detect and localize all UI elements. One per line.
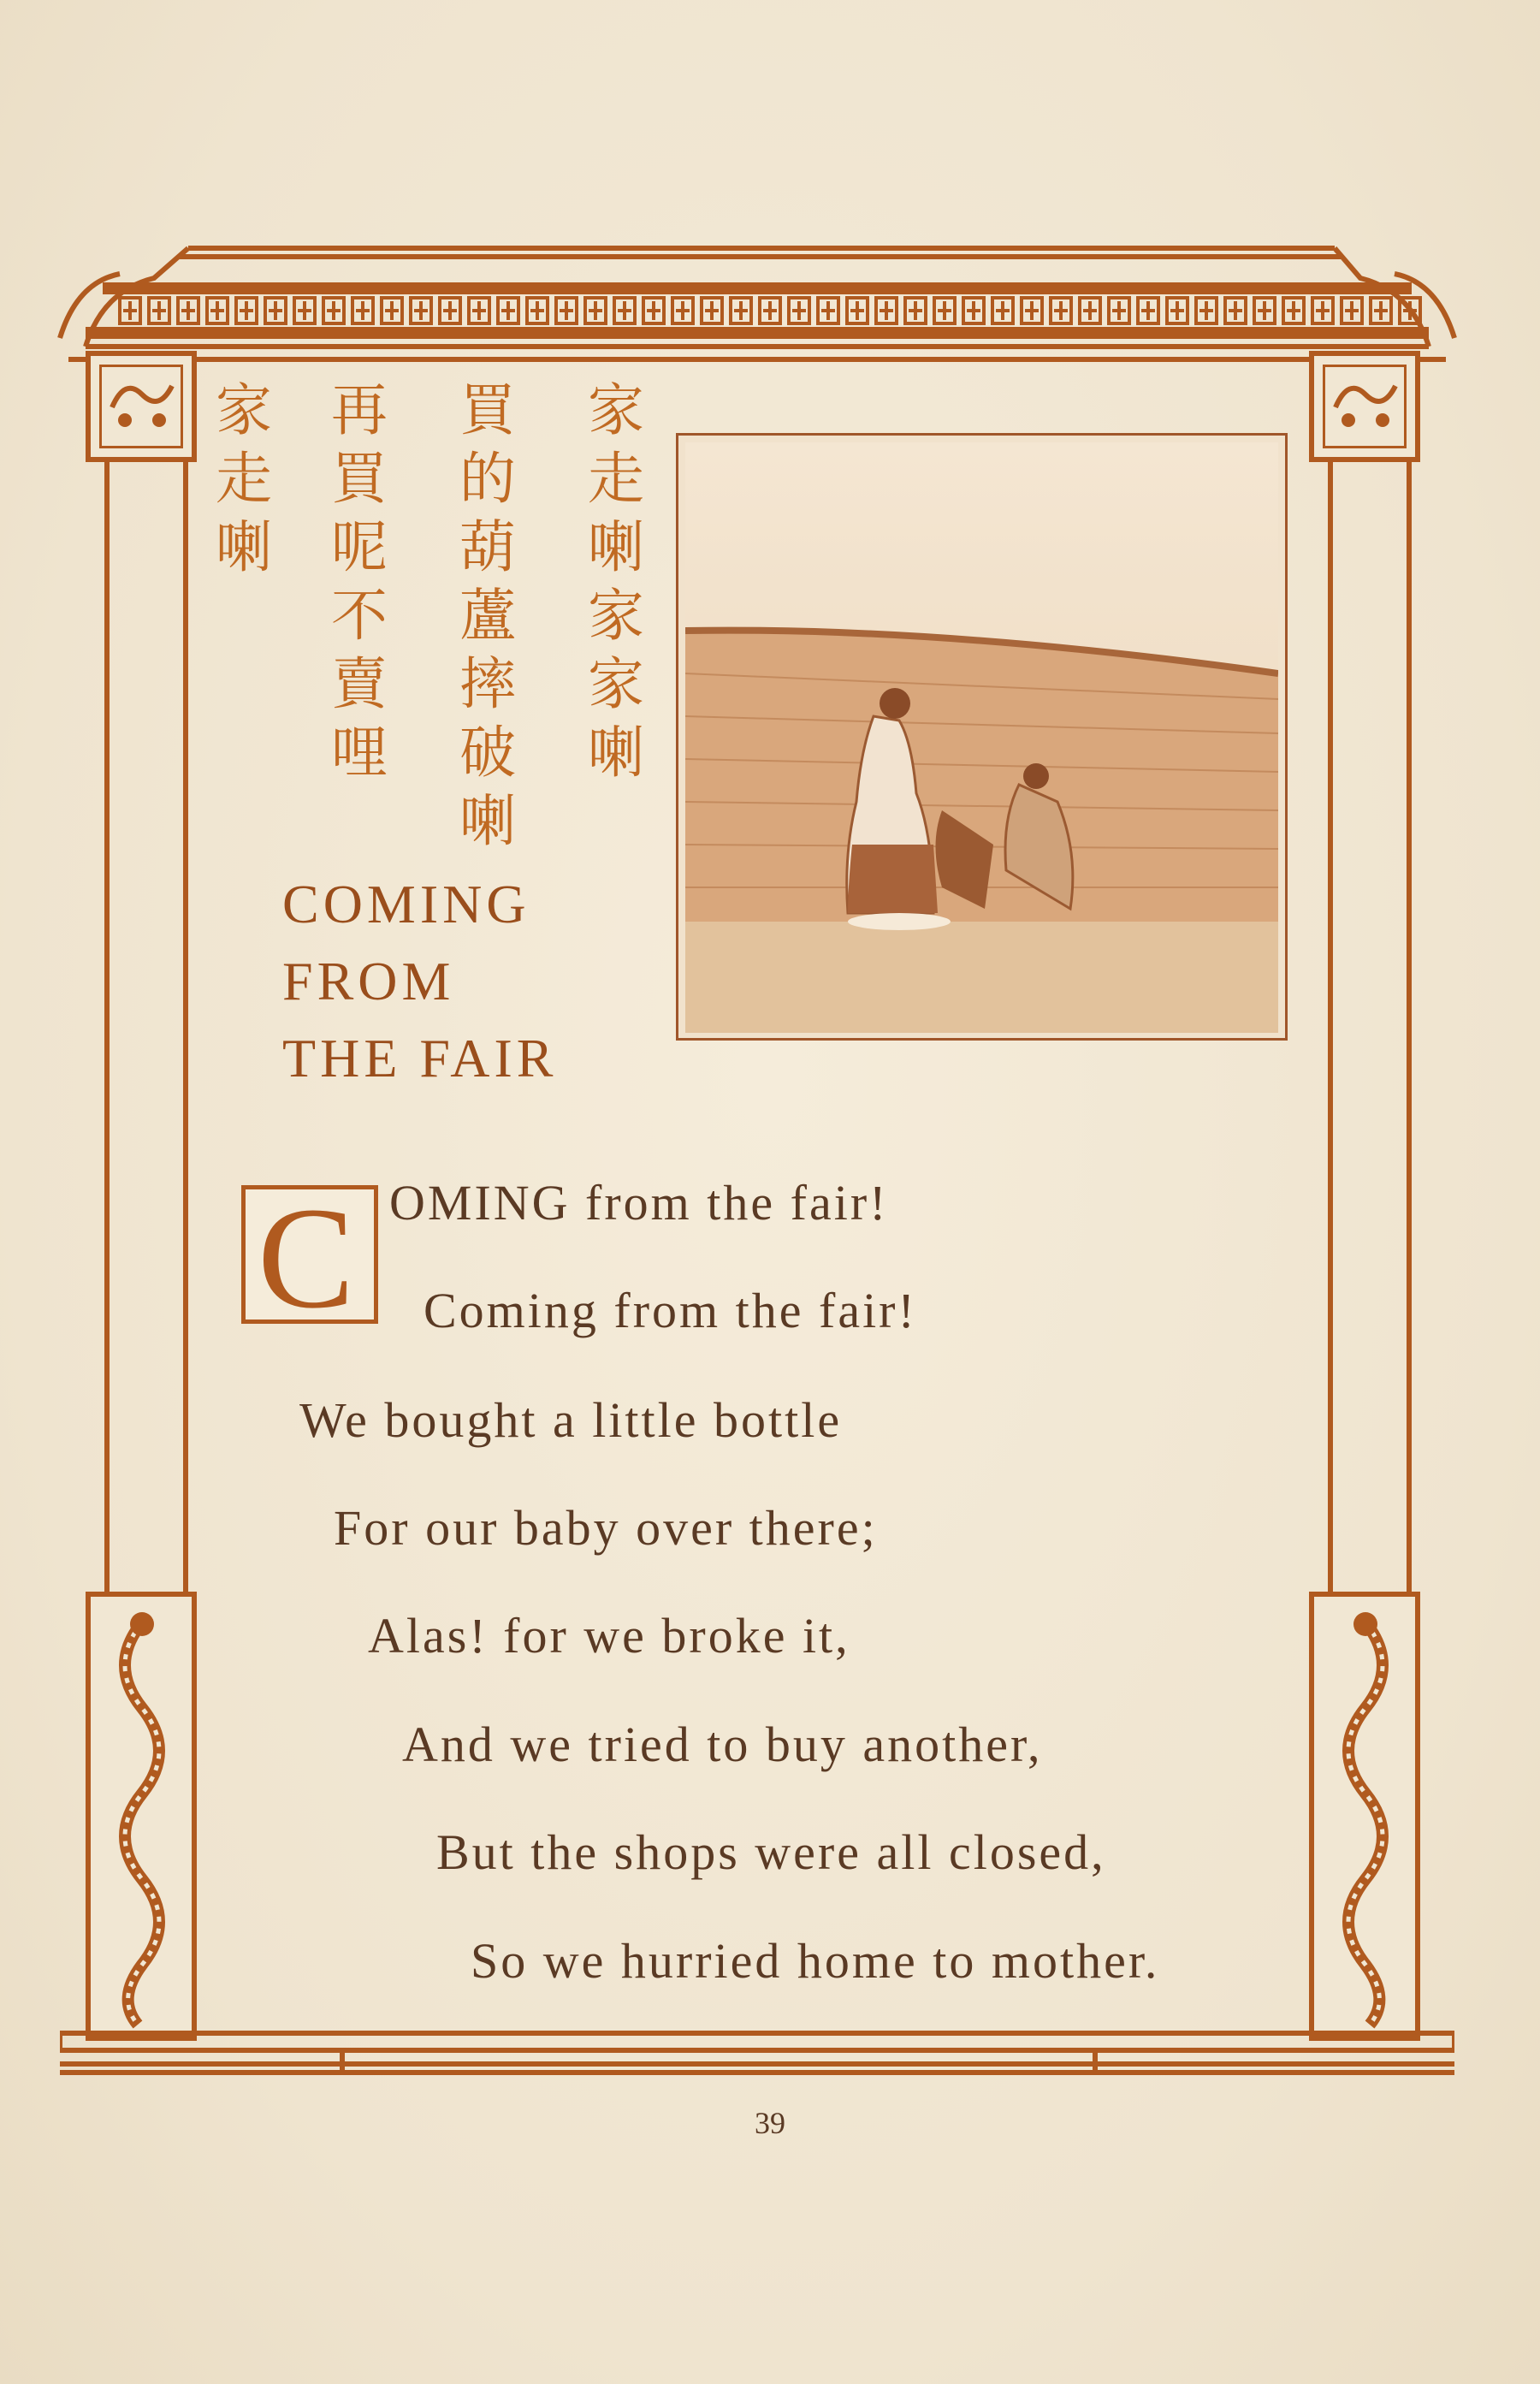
verse-line-6: And we tried to buy another, — [402, 1717, 1043, 1772]
verse-line-3: We bought a little bottle — [299, 1392, 843, 1448]
dragon-capital-right — [1309, 351, 1420, 462]
left-pillar — [86, 351, 197, 2041]
verse-line-1: OMING from the fair! — [389, 1175, 889, 1231]
page-number: 39 — [755, 2106, 785, 2140]
dragon-panel-left — [86, 1592, 197, 2041]
verse-line-8: So we hurried home to mother. — [471, 1933, 1160, 1989]
dragon-panel-right — [1309, 1592, 1420, 2041]
verse-line-2: Coming from the fair! — [424, 1283, 917, 1338]
verse-line-4: For our baby over there; — [334, 1500, 878, 1556]
dragon-capital-left — [86, 351, 197, 462]
chinese-column-4: 家 走 喇 家 家 喇 — [588, 377, 644, 786]
right-pillar — [1309, 351, 1420, 2041]
verse-line-5: Alas! for we broke it, — [368, 1608, 850, 1663]
verse-line-7: But the shops were all closed, — [436, 1824, 1106, 1880]
photograph — [676, 433, 1288, 1041]
title-line-2: FROM — [282, 951, 455, 1011]
chinese-column-3: 買 的 葫 蘆 摔 破 喇 — [459, 377, 516, 854]
base-ornament — [60, 2030, 1454, 2078]
chinese-column-1: 家 走 喇 — [216, 377, 272, 580]
drop-cap: C — [241, 1185, 378, 1324]
title-line-1: COMING — [282, 874, 530, 934]
roof-ornament — [51, 231, 1463, 368]
title-line-3: THE FAIR — [282, 1028, 558, 1088]
chinese-column-2: 再 買 呢 不 賣 哩 — [331, 377, 388, 786]
